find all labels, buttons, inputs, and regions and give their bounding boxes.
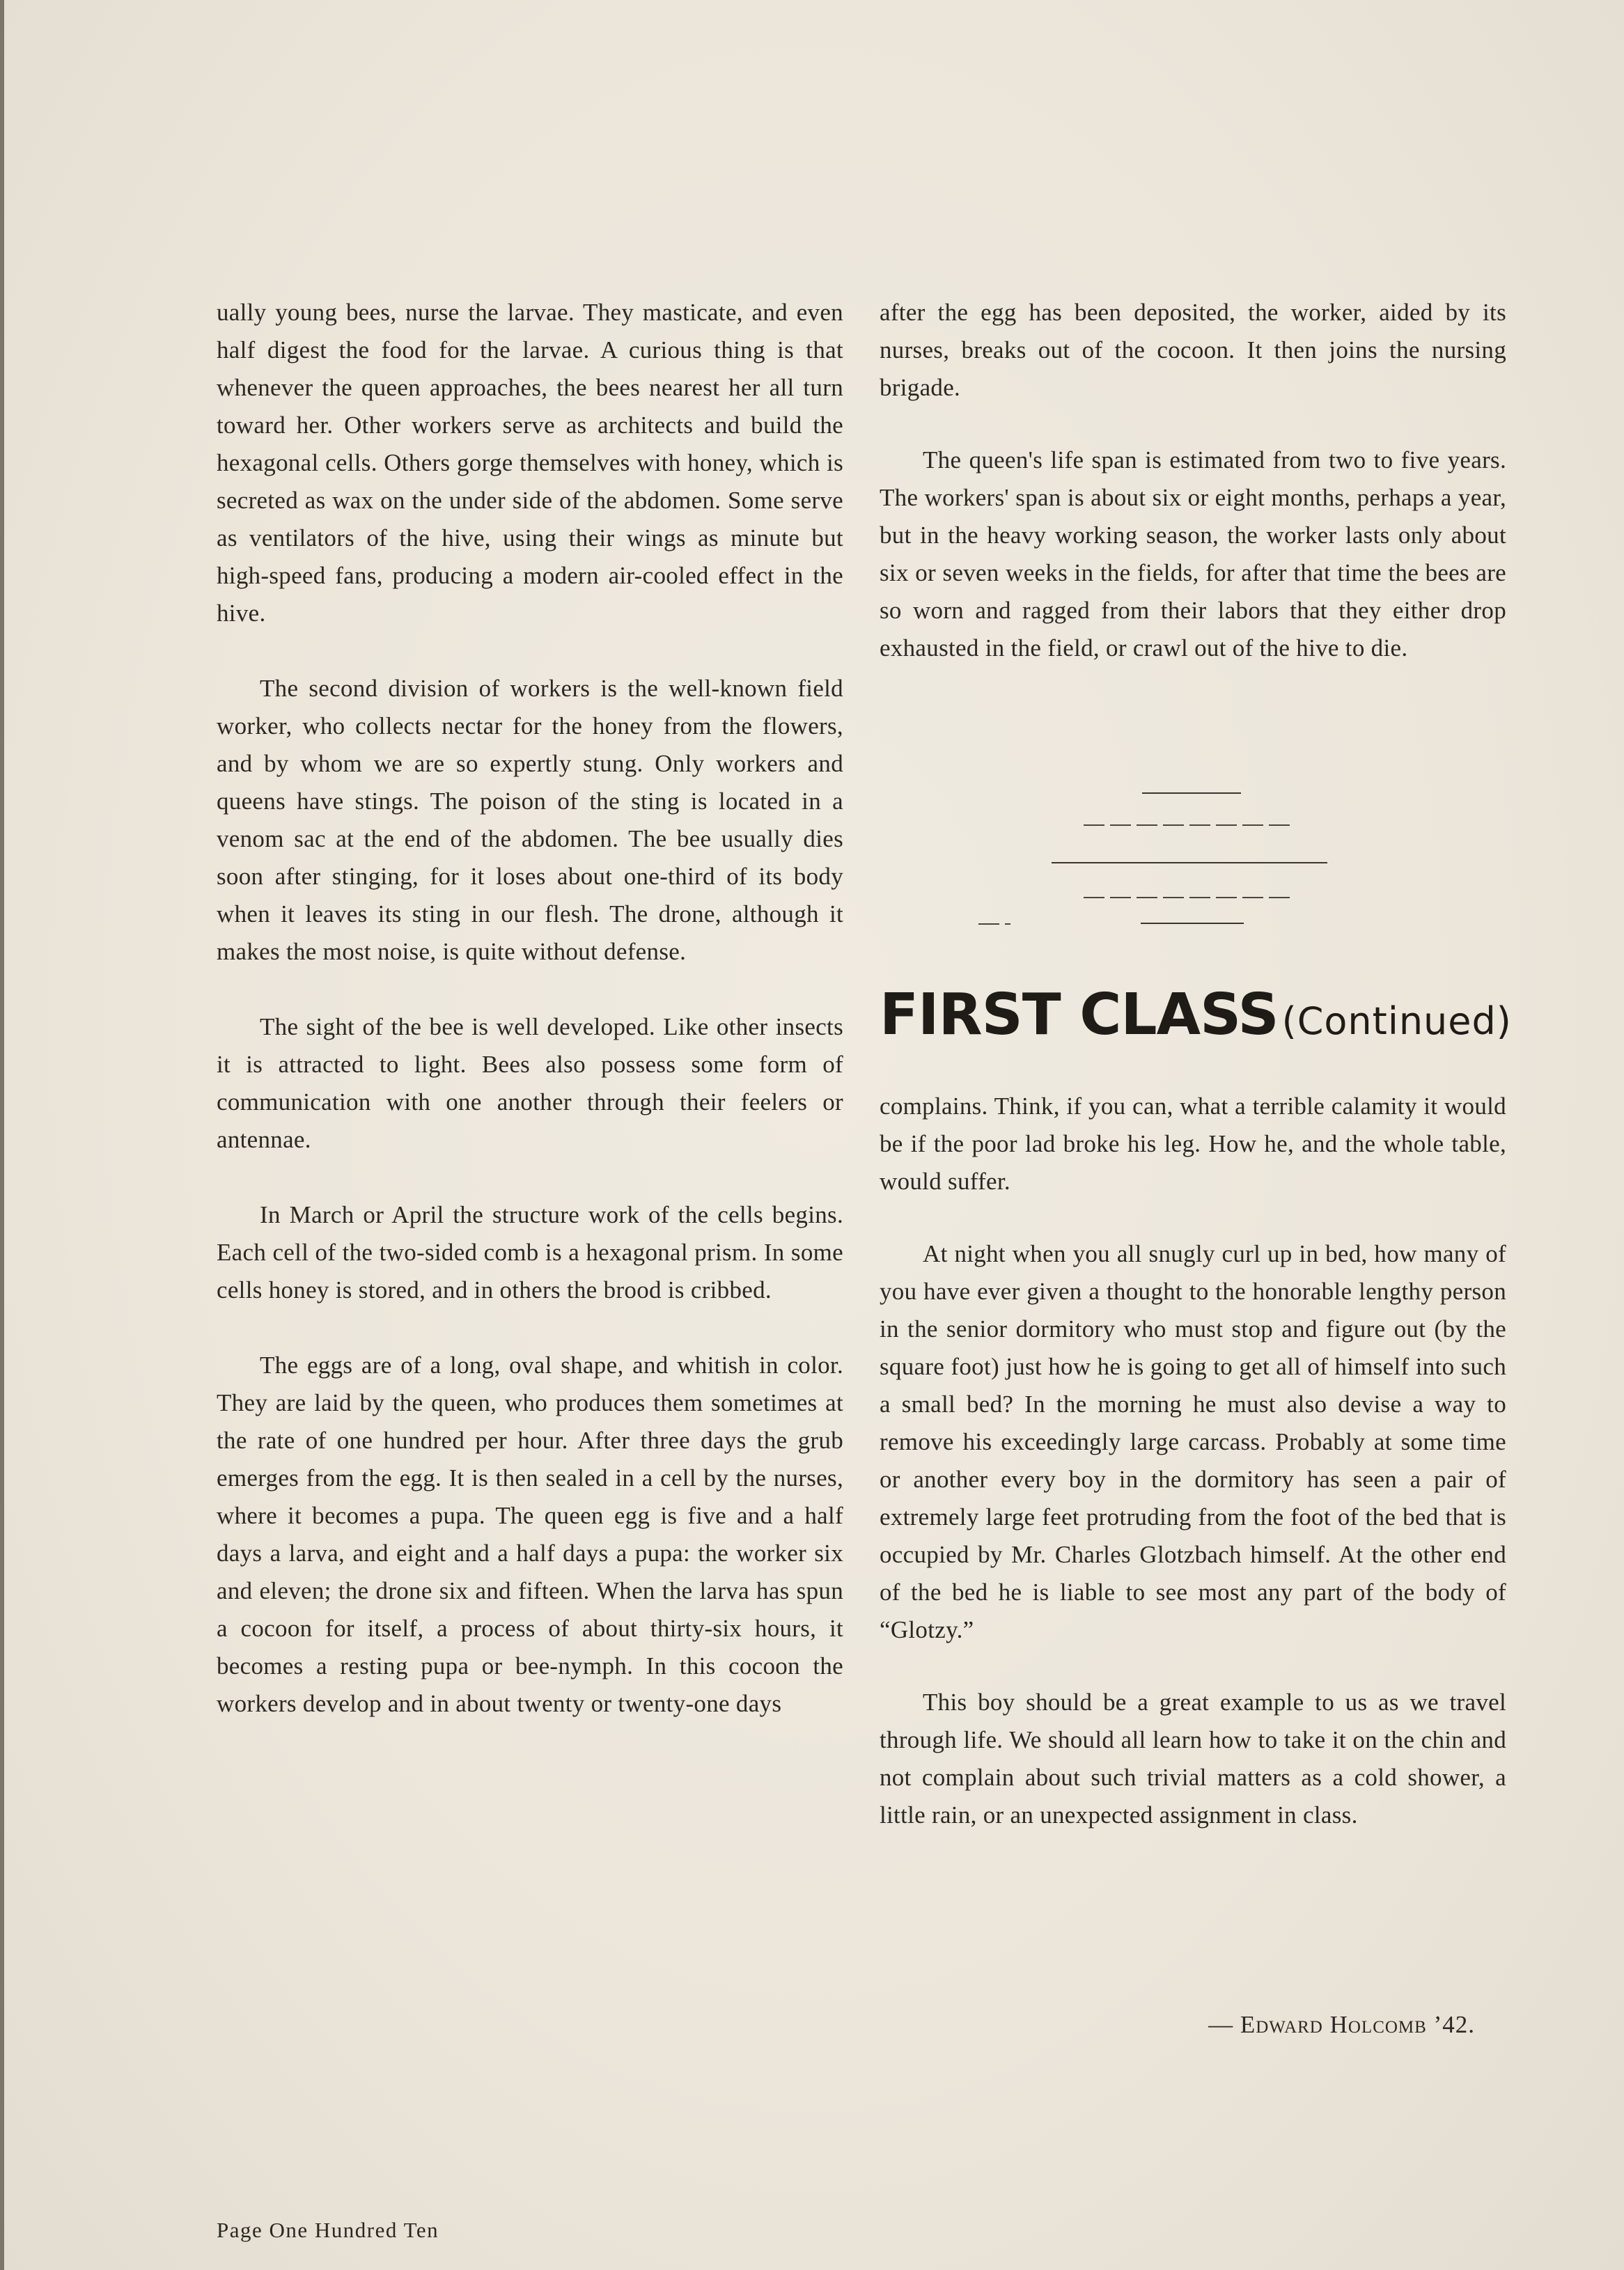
author-signature	[1208, 2011, 1475, 2039]
first-class-paragraph-1: complains. Think, if you can, what a terrible calamity it would be if the poor lad broke his leg. How he, and the whole table, would suffer.	[880, 1093, 1506, 1195]
right-paragraph-1: after the egg has been deposited, the worker, aided by its nurses, breaks out of the cocoon. It then joins the nursing brigade.	[880, 299, 1506, 401]
left-paragraph-3: The sight of the bee is well developed. Like other insects it is attracted to light. Bees also possess some form of communication with one another through their feelers or antennae.	[217, 1013, 843, 1153]
page-spine	[0, 0, 4, 2270]
right-paragraph-2: The queen's life span is estimated from two to five years. The workers' span is about six or eight months, perhaps a year, but in the heavy working season, the worker lasts only about six or seven weeks in the fields, for after that time the bees are so worn and ragged from their labors that they either drop exhausted in the field, or crawl out of the hive to die.	[880, 446, 1506, 662]
signature-name: Edward Holcomb	[1240, 2011, 1427, 2038]
heading-continued: (Continued)	[1281, 999, 1512, 1043]
signature-year: ’42.	[1433, 2011, 1475, 2038]
first-class-column	[880, 1088, 1506, 1834]
separator-rule-5	[1141, 923, 1244, 924]
left-paragraph-1: ually young bees, nurse the larvae. They masticate, and even half digest the food for the larvae. A curious thing is that whenever the queen approaches, the bees nearest her all turn toward her. Other workers serve as architects and build the hexagonal cells. Others gorge themselves with honey, which is secreted as wax on the under side of the abdomen. Some serve as ventilators of the hive, using their wings as minute but high-speed fans, producing a modern air-cooled effect in the hive.	[217, 299, 843, 627]
heading-title: FIRST CLASS	[880, 982, 1279, 1048]
page-footer: Page One Hundred Ten	[217, 2218, 439, 2242]
left-paragraph-4: In March or April the structure work of the cells begins. Each cell of the two-sided comb is a hexagonal prism. In some cells honey is stored, and in others the brood is cribbed.	[217, 1201, 843, 1304]
separator-rule-4	[1084, 897, 1294, 898]
left-paragraph-5: The eggs are of a long, oval shape, and whitish in color. They are laid by the queen, who produces them sometimes at the rate of one hundred per hour. After three days the grub emerges from the egg. It is then sealed in a cell by the nurses, where it becomes a pupa. The queen egg is five and a half days a larva, and eight and a half days a pupa: the worker six and eleven; the drone six and fifteen. When the larva has spun a cocoon for itself, a process of about thirty-six hours, it becomes a resting pupa or bee-nymph. In this cocoon the workers develop and in about twenty or twenty-one days	[217, 1352, 843, 1717]
section-heading	[880, 982, 1512, 1048]
right-column	[880, 294, 1506, 667]
left-column	[217, 294, 843, 1723]
first-class-paragraph-2: At night when you all snugly curl up in bed, how many of you have ever given a thought to the honorable lengthy person in the senior dormitory who must stop and figure out (by the square foot) just how he is going to get all of himself into such a small bed? In the morning he must also devise a way to remove his exceedingly large carcass. Probably at some time or another every boy in the dormitory has seen a pair of extremely large feet protruding from the foot of the bed that is occupied by Mr. Charles Glotzbach himself. At the other end of the bed he is liable to see most any part of the body of “Glotzy.”	[880, 1240, 1506, 1643]
separator-rule-2	[1084, 824, 1293, 826]
separator-rule-3	[1052, 862, 1327, 863]
first-class-paragraph-3: This boy should be a great example to us as we travel through life. We should all learn how to take it on the chin and not complain about such trivial matters as a cold shower, a little rain, or an unexpected assignment in class.	[880, 1689, 1506, 1829]
separator-rule-1	[1142, 792, 1241, 794]
left-paragraph-2: The second division of workers is the well-known field worker, who collects nectar for the honey from the flowers, and by whom we are so expertly stung. Only workers and queens have stings. The poison of the sting is located in a venom sac at the end of the abdomen. The bee usually dies soon after stinging, for it loses about one-third of its body when it leaves its sting in our flesh. The drone, although it makes the most noise, is quite without defense.	[217, 675, 843, 965]
separator-rule-6	[978, 923, 1010, 925]
signature-dash: —	[1208, 2011, 1234, 2038]
